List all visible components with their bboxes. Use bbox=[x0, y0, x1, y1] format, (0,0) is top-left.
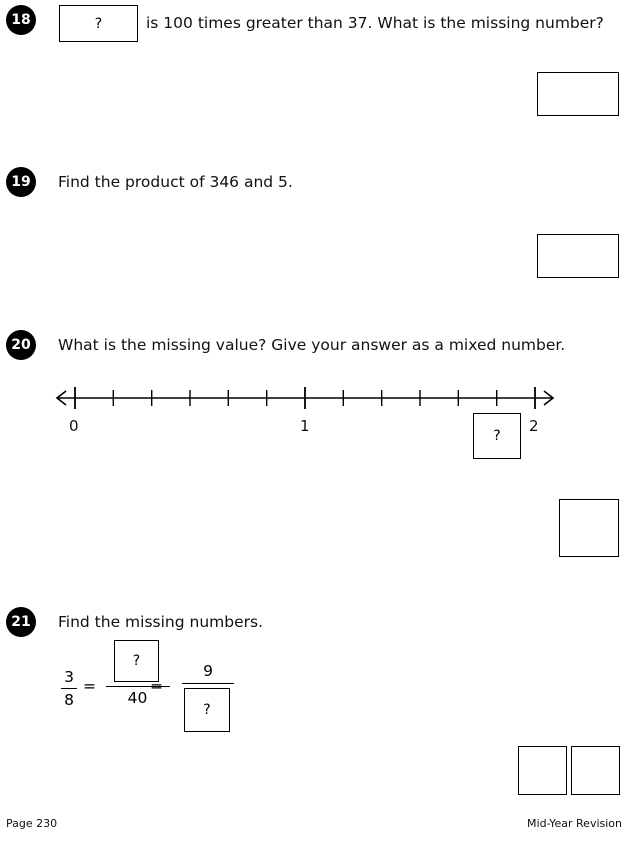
footer-page-number: Page 230 bbox=[6, 817, 58, 830]
q18-prompt: is 100 times greater than 37. What is the missing number? bbox=[146, 14, 604, 32]
question-number-20: 20 bbox=[6, 330, 36, 360]
question-number-21: 21 bbox=[6, 607, 36, 637]
q21-fraction-2 bbox=[100, 640, 175, 707]
q21-fraction-3-bar bbox=[182, 683, 234, 684]
q21-fraction-1-bar bbox=[61, 688, 77, 689]
q21-fraction-3 bbox=[168, 662, 248, 732]
q20-missing-value-box[interactable]: ? bbox=[473, 413, 521, 459]
q18-answer-box[interactable] bbox=[537, 72, 619, 116]
number-line-label-2: 2 bbox=[529, 417, 539, 435]
number-line-label-0: 0 bbox=[69, 417, 79, 435]
q21-equals-2: = bbox=[150, 677, 163, 695]
question-number-18: 18 bbox=[6, 5, 36, 35]
q21-denominator-box[interactable]: ? bbox=[184, 688, 230, 732]
number-line-label-1: 1 bbox=[300, 417, 310, 435]
q18-missing-number-box[interactable]: ? bbox=[59, 5, 138, 42]
q21-answer-box-1[interactable] bbox=[518, 746, 567, 795]
q21-fraction-2-denominator: 40 bbox=[127, 689, 148, 707]
question-number-19: 19 bbox=[6, 167, 36, 197]
q20-answer-box[interactable] bbox=[559, 499, 619, 557]
q19-answer-box[interactable] bbox=[537, 234, 619, 278]
q19-prompt: Find the product of 346 and 5. bbox=[58, 173, 293, 191]
footer-section-title: Mid-Year Revision bbox=[527, 817, 622, 830]
q21-numerator-box[interactable]: ? bbox=[114, 640, 159, 682]
q21-fraction-1 bbox=[58, 668, 80, 709]
q21-prompt: Find the missing numbers. bbox=[58, 613, 263, 631]
q21-fraction-3-numerator: 9 bbox=[203, 662, 213, 680]
q21-answer-box-2[interactable] bbox=[571, 746, 620, 795]
q20-prompt: What is the missing value? Give your answer as a mixed number. bbox=[58, 336, 566, 354]
q21-equals-1: = bbox=[83, 677, 96, 695]
q21-equation bbox=[58, 640, 358, 740]
q21-fraction-1-denominator: 8 bbox=[64, 691, 74, 709]
q21-fraction-1-numerator: 3 bbox=[64, 668, 74, 686]
